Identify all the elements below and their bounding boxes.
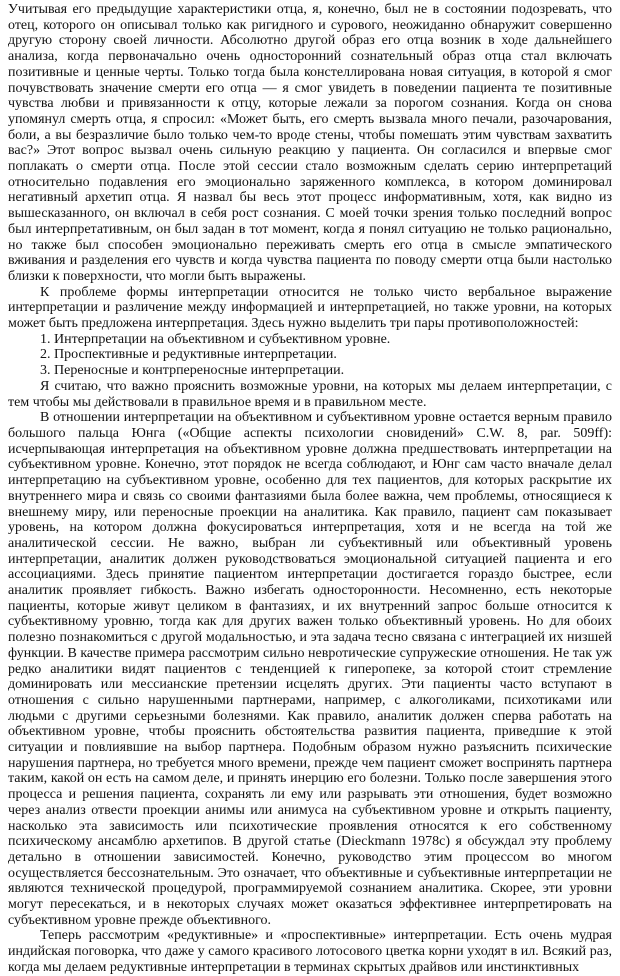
list-item-prospective-reductive: 2. Проспективные и редуктивные интерпретации.: [40, 347, 337, 363]
paragraph-interpretation-form: К проблеме формы интерпретации относится не только чисто вербальное выражение интерпретации и различение между информацией и интерпретацией, но также уровни, на которых может быть предложена интерпретация. Здесь нужно выделить три пары противоположностей:: [8, 284, 612, 332]
paragraph-reductive-prospective: Теперь рассмотрим «редуктивные» и «проспективные» интерпретации. Есть очень мудрая индийская поговорка, что даже у самого красивого лотосового цветка корни уходят в ил. Всякий раз, когда мы делаем редуктивные интерпретации в терминах скрытых драйвов или инстинктивных: [8, 928, 612, 975]
list-interpretation-pairs: [8, 332, 612, 379]
list-item-transference-countertransference: 3. Переносные и контрпереносные интерпретации.: [40, 363, 345, 379]
paragraph-father-image: Учитывая его предыдущие характеристики отца, я, конечно, был не в состоянии подозревать, что отец, которого он описывал только как ригидного и сурового, неожиданно обнаружит совершенно другую сторону своей личности. Абсолютно другой образ его отца возник в ходе дальнейшего анализа, когда первоначально очень односторонний сознательный образ отца стал включать позитивные и ценные черты. Только тогда была констеллирована новая ситуация, в которой я смог почувствовать значение смерти его отца — я смог увидеть в поведении пациента те позитивные чувства любви и привязанности к отцу, которые лежали за порогом сознания. Когда он снова упомянул смерть отца, я спросил: «Может быть, его смерть вызвала много печали, разочарования, боли, а вы безразличие было только чем-то вроде стены, чтобы помешать этим чувствам захватить вас?» Этот вопрос вызвал очень сильную реакцию у пациента. Он согласился и впервые смог поплакать о смерти отца. После этой сессии стало возможным сделать серию интерпретаций относительно подавления его эмоционально заряженного комплекса, в котором доминировал негативный архетип отца. Я назвал бы весь этот процесс информативным, хотя, как видно из вышесказанного, он включал в себя рост сознания. С моей точки зрения только последний вопрос был интерпретативным, он был задан в тот момент, когда я понял ситуацию не только рационально, но также был способен эмоционально переживать смерть его отца в смысле эмпатического вживания и разделения его чувств и когда чувства пациента по поводу смерти отца были настолько близки к поверхности, что могли быть выражены.: [8, 2, 612, 284]
paragraph-clarify-levels: Я считаю, что важно прояснить возможные уровни, на которых мы делаем интерпретации, с тем чтобы мы действовали в правильное время и в правильном месте.: [8, 378, 612, 410]
list-item-objective-subjective: 1. Интерпретации на объективном и субъективном уровне.: [40, 331, 391, 347]
paragraph-objective-subjective-levels: В отношении интерпретации на объективном и субъективном уровне остается верным правило большого пальца Юнга («Общие аспекты психологии сновидений» C.W. 8, par. 509ff): исчерпывающая интерпретация на объективном уровне должна предшествовать интерпретации на субъективном уровне. Конечно, этот порядок не всегда соблюдают, и Юнг сам часто вначале делал интерпретацию на субъективном уровне, особенно для тех пациентов, для которых раскрытие их внутреннего мира и связь со своими фантазиями была более важна, чем проблемы, относящиеся к внешнему миру, или переносные проекции на аналитика. Как правило, пациент сам показывает уровень, на котором должна фокусироваться интерпретация, хотя и не всегда на той же аналитической сессии. Не важно, выбран ли субъективный или объективный уровень интерпретации, аналитик должен руководствоваться эмоциональной ситуацией пациента и его ассоциациями. Здесь принятие пациентом интерпретации достигается гораздо быстрее, если аналитик проявляет гибкость. Важно избегать односторонности. Несомненно, есть некоторые пациенты, которые живут целиком в фантазиях, и их внутренний запрос больше относится к субъективному уровню, тогда как для других важен только объективный уровень. Но для обоих полезно познакомиться с другой модальностью, и эта задача тесно связана с интеграцией их низшей функции. В качестве примера рассмотрим сильно невротические супружеские отношения. Не так уж редко аналитики видят пациентов с тенденцией к гиперопеке, за которой стоит стремление доминировать или мессианские претензии исцелять других. Эти пациенты часто вступают в отношения с сильно нарушенными партнерами, например, с алкоголиками, психотиками или людьми с другими серьезными болезнями. Как правило, аналитик должен сперва работать на объективном уровне, чтобы прояснить обстоятельства развития пациента, приведшие к этой ситуации и повлиявшие на выбор партнера. Подобным образом нужно разъяснить психические нарушения партнера, но требуется много времени, прежде чем пациент сможет воспринять партнера таким, какой он есть на самом деле, и принять инерцию его болезни. Только после завершения этого процесса и решения пациента, сохранять ли ему или разрывать эти отношения, будет возможно через анализ отвести проекции анимы или анимуса на субъективном уровне и открыть пациенту, насколько эта зависимость или психотические проявления относятся к его собственному психическому ансамблю архетипов. В другой статье (Dieckmann 1978c) я обсуждал эту проблему детально в отношении зависимостей. Конечно, руководство этим процессом во многом осуществляется бессознательным. Это означает, что объективные и субъективные интерпретации не являются технической процедурой, программируемой сознанием аналитика. Скорее, эти уровни могут пересекаться, и в некоторых случаях может оказаться эффективнее интерпретировать на субъективном уровне прежде объективного.: [8, 410, 613, 928]
